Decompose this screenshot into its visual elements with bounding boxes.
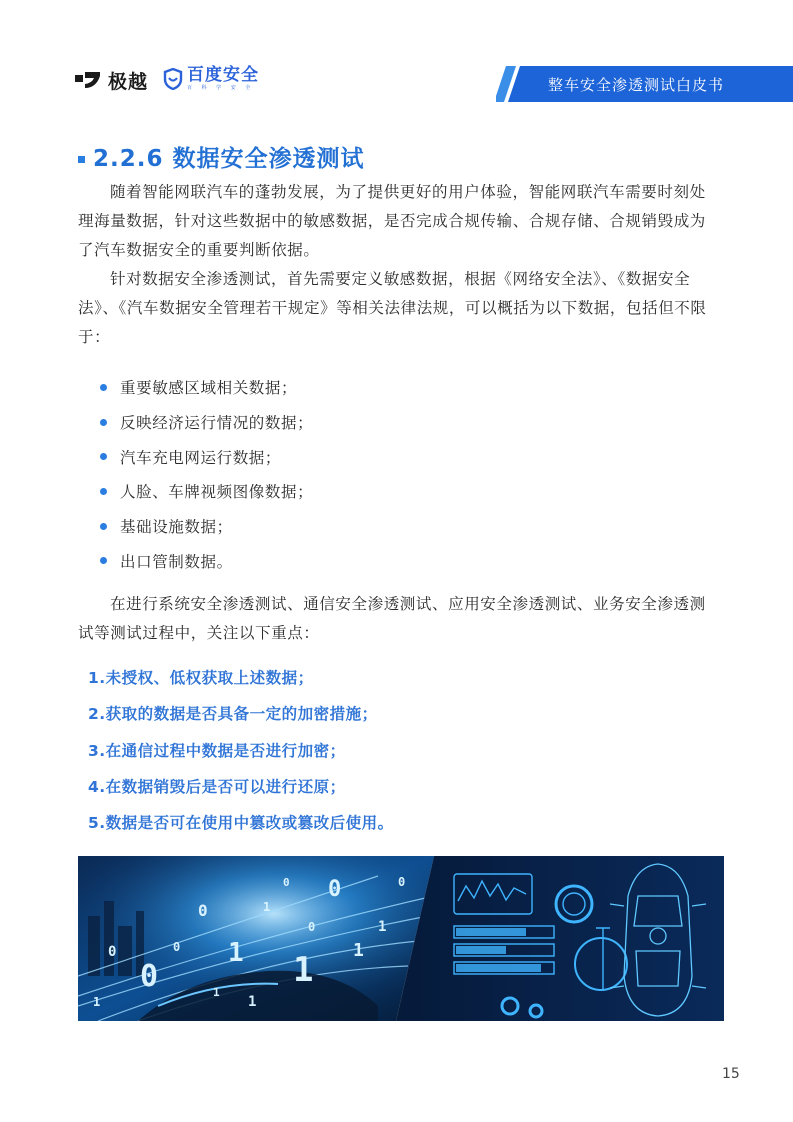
list-item: 重要敏感区域相关数据； <box>100 370 313 405</box>
digit-mark: 0 <box>283 876 290 889</box>
data-stream-image <box>78 856 434 1021</box>
baidu-security-logo <box>163 66 259 91</box>
bullet-icon <box>100 557 107 564</box>
digit-mark: 1 <box>93 995 101 1009</box>
digit-mark: 0 <box>398 875 406 889</box>
focus-points-list <box>88 659 394 840</box>
focus-point: 3.在通信过程中数据是否进行加密； <box>88 741 346 760</box>
page-number: 15 <box>722 1066 740 1082</box>
bullet-icon <box>100 419 107 426</box>
bullet-icon <box>100 523 107 530</box>
document-title: 整车安全渗透测试白皮书 <box>548 76 725 94</box>
digit-mark: 0 <box>173 940 181 954</box>
shield-icon <box>163 68 183 90</box>
digit-mark: 0 <box>328 877 342 902</box>
vehicle-hud-image <box>396 856 724 1021</box>
bullet-icon <box>100 453 107 460</box>
digit-mark: 1 <box>378 919 387 935</box>
sensitive-data-list <box>100 370 313 578</box>
focus-point: 2.获取的数据是否具备一定的加密措施； <box>88 705 378 724</box>
jiyue-logo-text: 极越 <box>108 70 149 93</box>
jiyue-logo-icon <box>74 70 102 90</box>
digit-mark: 0 <box>140 959 159 994</box>
paragraph-focus-intro: 在进行系统安全渗透测试、通信安全渗透测试、应用安全渗透测试、业务安全渗透测试等测试过程中，关注以下重点： <box>78 595 706 642</box>
list-item: 人脸、车牌视频图像数据； <box>100 474 313 509</box>
digit-mark: 1 <box>353 940 364 961</box>
list-item: 出口管制数据。 <box>100 543 313 578</box>
bullet-icon <box>100 384 107 391</box>
digit-mark: 1 <box>213 986 220 999</box>
digit-mark: 0 <box>108 944 117 960</box>
section-heading-text: 2.2.6 数据安全渗透测试 <box>93 146 365 172</box>
digit-mark: 1 <box>248 994 257 1010</box>
baidu-security-subtext: 百 科 学 安 全 <box>187 85 255 91</box>
jiyue-logo <box>74 68 148 92</box>
bullet-icon <box>100 488 107 495</box>
focus-point: 1.未授权、低权获取上述数据； <box>88 669 314 688</box>
page-header <box>0 0 793 110</box>
vehicle-hud-illustration <box>396 856 724 1021</box>
digit-mark: 1 <box>263 900 271 914</box>
heading-square-icon <box>78 156 85 163</box>
baidu-security-text: 百度安全 <box>187 65 259 85</box>
paragraph-intro: 随着智能网联汽车的蓬勃发展，为了提供更好的用户体验，智能网联汽车需要时刻处理海量数据，针对这些数据中的敏感数据，是否完成合规传输、合规存储、合规销毁成为了汽车数据安全的重要判断依据。 <box>78 183 706 259</box>
data-stream-illustration <box>78 856 434 1021</box>
focus-point: 5.数据是否可在使用中篡改或篡改后使用。 <box>88 814 394 833</box>
list-item: 反映经济运行情况的数据； <box>100 405 313 440</box>
digit-mark: 0 <box>308 920 316 934</box>
digit-mark: 1 <box>293 950 314 990</box>
list-item: 基础设施数据； <box>100 509 313 544</box>
paragraph-definition: 针对数据安全渗透测试，首先需要定义敏感数据，根据《网络安全法》、《数据安全法》、《汽车数据安全管理若干规定》等相关法律法规，可以概括为以下数据，包括但不限于： <box>78 270 707 346</box>
section-heading <box>78 140 365 173</box>
list-item: 汽车充电网运行数据； <box>100 439 313 474</box>
focus-point: 4.在数据销毁后是否可以进行还原； <box>88 778 346 797</box>
digit-mark: 0 <box>198 901 208 920</box>
digit-mark: 1 <box>228 938 244 968</box>
